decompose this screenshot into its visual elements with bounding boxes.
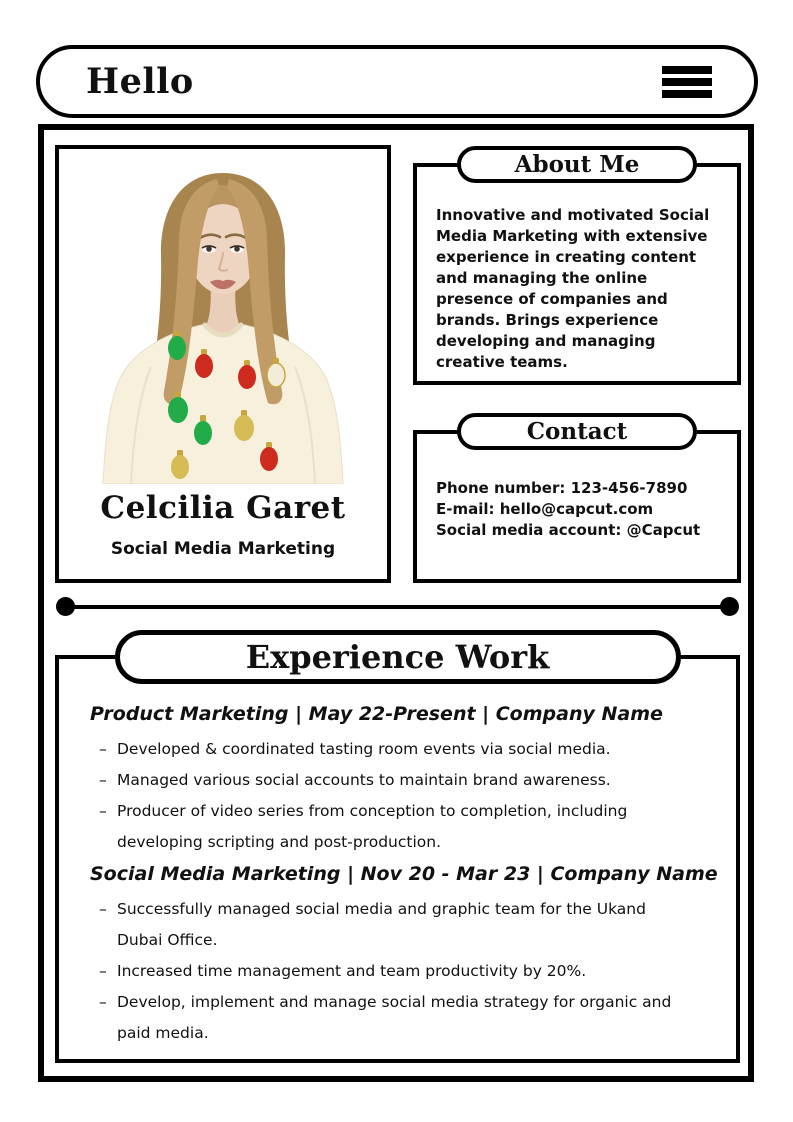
job-bullets: [99, 734, 677, 858]
contact-title: Contact: [457, 413, 697, 450]
menu-bar: [662, 66, 712, 74]
job-bullets: [99, 894, 677, 1049]
profile-card: [55, 145, 391, 583]
bullet-dash: –: [99, 962, 107, 980]
divider-dot-left: [56, 597, 75, 616]
experience-section: [55, 638, 740, 1063]
bullet-dash: –: [99, 771, 107, 789]
sweater: [103, 324, 343, 484]
profile-name: Celcilia Garet: [100, 490, 346, 526]
bullet-item: [99, 987, 677, 1049]
job-title: Social Media Marketing | Nov 20 - Mar 23 | Company Name: [90, 863, 718, 885]
header-bar: [36, 45, 758, 118]
menu-bar: [662, 78, 712, 86]
divider-line: [62, 605, 730, 609]
bullet-dash: –: [99, 802, 107, 820]
contact-social: Social media account: @Capcut: [436, 521, 701, 539]
iris: [234, 246, 240, 252]
bullet-text: Increased time management and team productivity by 20%.: [117, 962, 587, 980]
job-title: Product Marketing | May 22-Present | Company Name: [90, 703, 663, 725]
hamburger-menu-icon[interactable]: [660, 64, 714, 100]
bullet-dash: –: [99, 740, 107, 758]
bullet-item: [99, 796, 677, 858]
contact-phone: Phone number: 123-456-7890: [436, 479, 688, 497]
bullet-dash: –: [99, 993, 107, 1011]
about-title: About Me: [457, 146, 697, 183]
page-title: Hello: [86, 61, 194, 102]
bullet-item: [99, 734, 677, 765]
contact-list: [417, 434, 737, 541]
bullet-item: [99, 765, 677, 796]
contact-email: E-mail: hello@capcut.com: [436, 500, 654, 518]
about-section: [413, 151, 741, 385]
contact-section: [413, 418, 741, 583]
profile-role: Social Media Marketing: [110, 539, 336, 559]
iris: [206, 246, 212, 252]
bullet-text: Managed various social accounts to maintain brand awareness.: [117, 771, 611, 789]
about-body: Innovative and motivated Social Media Marketing with extensive experience in creating content and managing the online presence of companies and brands. Brings experience developing and managing creative teams.: [436, 206, 710, 371]
profile-photo: [59, 149, 387, 484]
bullet-item: [99, 894, 677, 956]
bullet-text: Develop, implement and manage social media strategy for organic and paid media.: [117, 993, 672, 1042]
divider-dot-right: [720, 597, 739, 616]
bullet-text: Producer of video series from conception to completion, including developing scripting and post-production.: [117, 802, 628, 851]
bullet-text: Successfully managed social media and graphic team for the Ukand Dubai Office.: [117, 900, 646, 949]
experience-title: Experience Work: [115, 630, 681, 684]
bullet-dash: –: [99, 900, 107, 918]
bullet-text: Developed & coordinated tasting room events via social media.: [117, 740, 611, 758]
bullet-item: [99, 956, 677, 987]
experience-content: [59, 659, 736, 1049]
menu-bar: [662, 90, 712, 98]
